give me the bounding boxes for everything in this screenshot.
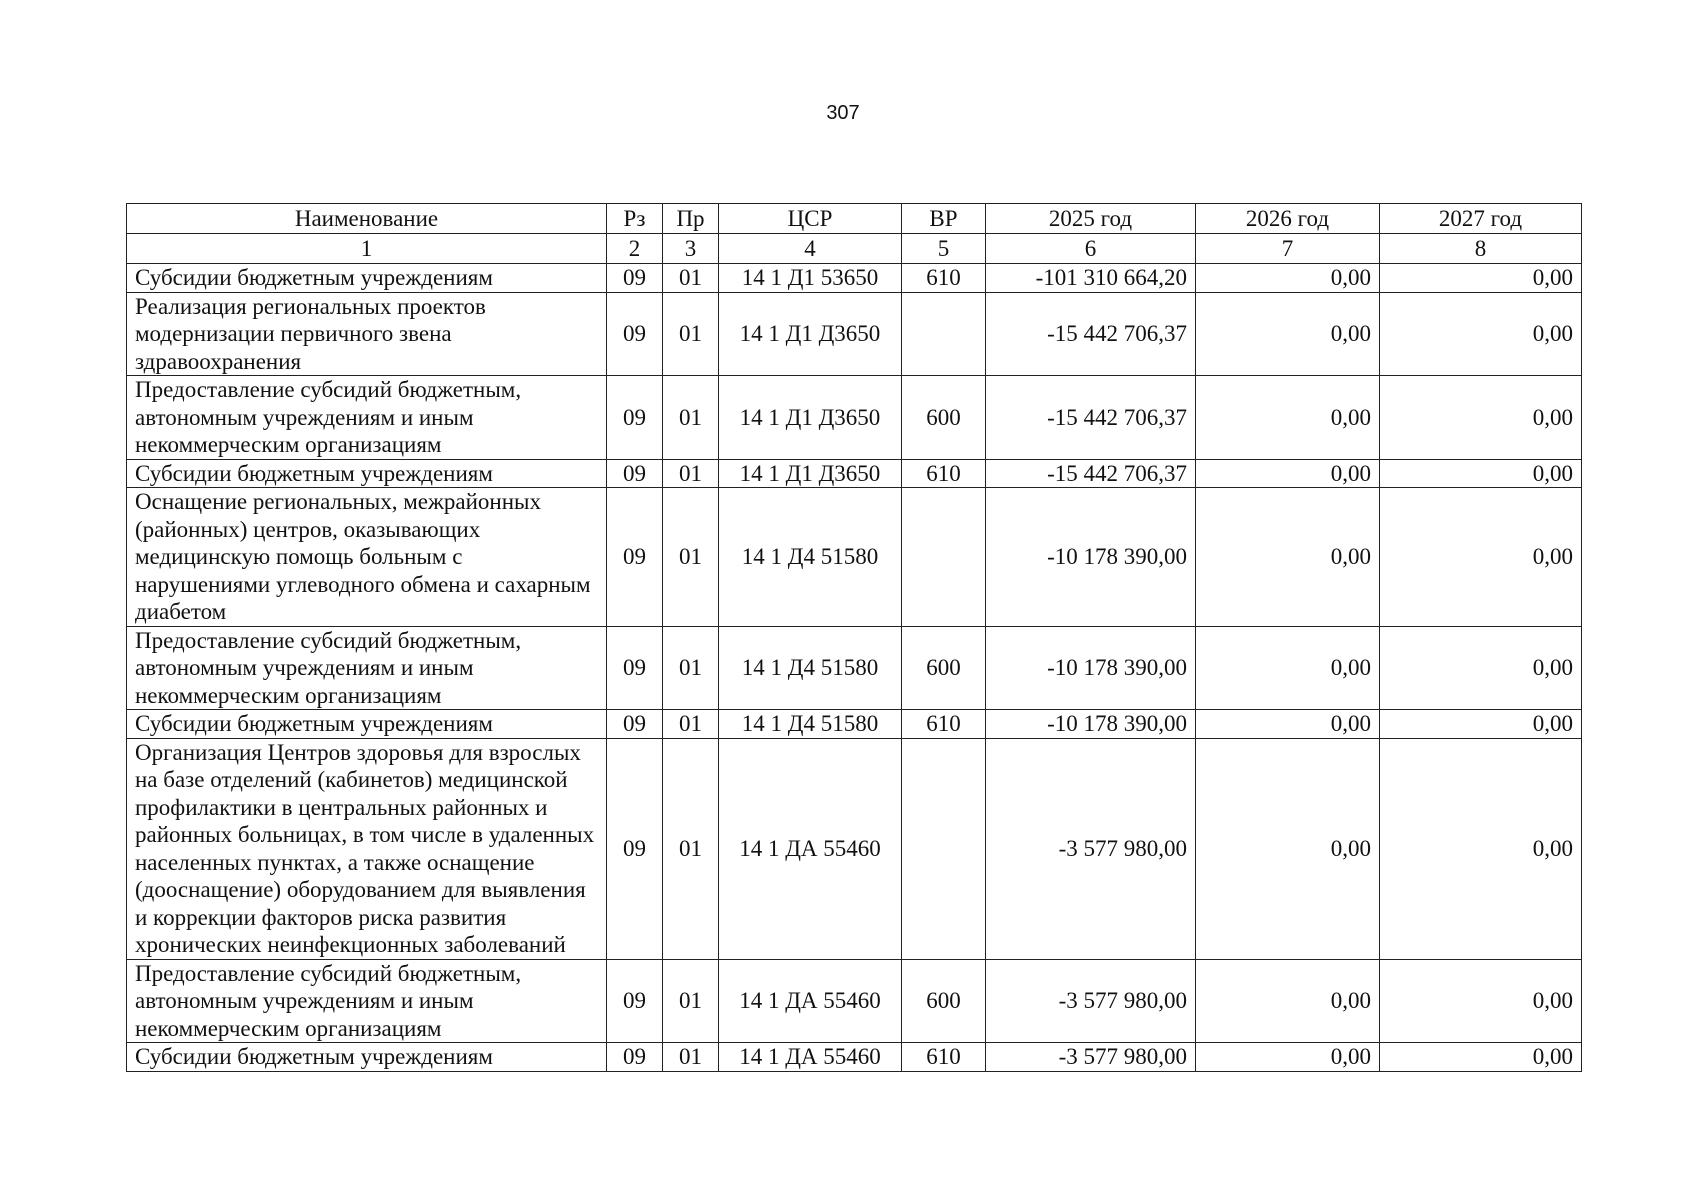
column-number: 5 [902, 234, 986, 264]
row-csr: 14 1 Д1 Д3650 [719, 459, 902, 488]
row-2026: 0,00 [1196, 459, 1380, 488]
row-2026: 0,00 [1196, 488, 1380, 627]
header-csr: ЦСР [719, 204, 902, 234]
header-2026: 2026 год [1196, 204, 1380, 234]
header-2027: 2027 год [1380, 204, 1582, 234]
row-csr: 14 1 Д1 Д3650 [719, 292, 902, 376]
row-rz: 09 [607, 626, 663, 710]
row-vr: 610 [902, 710, 986, 739]
row-pr: 01 [663, 626, 719, 710]
row-name: Субсидии бюджетным учреждениям [127, 264, 607, 293]
row-name: Предоставление субсидий бюджетным, автономным учреждениям и иным некоммерческим организациям [127, 626, 607, 710]
row-2026: 0,00 [1196, 264, 1380, 293]
row-csr: 14 1 ДА 55460 [719, 738, 902, 959]
row-csr: 14 1 Д4 51580 [719, 710, 902, 739]
column-number: 7 [1196, 234, 1380, 264]
row-2026: 0,00 [1196, 710, 1380, 739]
row-2025: -3 577 980,00 [986, 1043, 1196, 1072]
row-2027: 0,00 [1380, 459, 1582, 488]
header-2025: 2025 год [986, 204, 1196, 234]
header-vr: ВР [902, 204, 986, 234]
row-vr: 600 [902, 626, 986, 710]
row-csr: 14 1 Д4 51580 [719, 488, 902, 627]
row-pr: 01 [663, 959, 719, 1043]
row-name: Реализация региональных проектов модернизации первичного звена здравоохранения [127, 292, 607, 376]
row-2027: 0,00 [1380, 626, 1582, 710]
budget-table [126, 203, 1582, 1072]
row-2026: 0,00 [1196, 376, 1380, 460]
row-csr: 14 1 Д4 51580 [719, 626, 902, 710]
row-rz: 09 [607, 1043, 663, 1072]
row-2025: -3 577 980,00 [986, 959, 1196, 1043]
column-number-row [127, 234, 1582, 264]
table-row [127, 292, 1582, 376]
table-row [127, 1043, 1582, 1072]
table-row [127, 738, 1582, 959]
row-2027: 0,00 [1380, 264, 1582, 293]
column-number: 6 [986, 234, 1196, 264]
row-2026: 0,00 [1196, 292, 1380, 376]
table-row [127, 710, 1582, 739]
row-rz: 09 [607, 738, 663, 959]
row-name: Организация Центров здоровья для взрослых на базе отделений (кабинетов) медицинской профилактики в центральных районных и районных больницах, в том числе в удаленных населенных пунктах, а также оснащение (дооснащение) оборудованием для выявления и коррекции факторов риска развития хронических неинфекционных заболеваний [127, 738, 607, 959]
row-pr: 01 [663, 488, 719, 627]
row-pr: 01 [663, 459, 719, 488]
row-vr: 610 [902, 1043, 986, 1072]
row-rz: 09 [607, 488, 663, 627]
row-2025: -10 178 390,00 [986, 626, 1196, 710]
row-vr: 600 [902, 959, 986, 1043]
row-name: Оснащение региональных, межрайонных (районных) центров, оказывающих медицинскую помощь больным с нарушениями углеводного обмена и сахарным диабетом [127, 488, 607, 627]
row-vr: 600 [902, 376, 986, 460]
row-csr: 14 1 Д1 53650 [719, 264, 902, 293]
row-rz: 09 [607, 376, 663, 460]
row-pr: 01 [663, 376, 719, 460]
row-rz: 09 [607, 292, 663, 376]
row-2026: 0,00 [1196, 738, 1380, 959]
row-rz: 09 [607, 264, 663, 293]
row-2027: 0,00 [1380, 488, 1582, 627]
row-pr: 01 [663, 264, 719, 293]
header-rz: Рз [607, 204, 663, 234]
row-2025: -15 442 706,37 [986, 376, 1196, 460]
row-name: Предоставление субсидий бюджетным, автономным учреждениям и иным некоммерческим организациям [127, 959, 607, 1043]
row-rz: 09 [607, 459, 663, 488]
row-vr [902, 738, 986, 959]
row-rz: 09 [607, 959, 663, 1043]
row-pr: 01 [663, 738, 719, 959]
column-number: 3 [663, 234, 719, 264]
row-name: Субсидии бюджетным учреждениям [127, 710, 607, 739]
header-name: Наименование [127, 204, 607, 234]
column-number: 1 [127, 234, 607, 264]
row-2026: 0,00 [1196, 626, 1380, 710]
row-2026: 0,00 [1196, 1043, 1380, 1072]
row-name: Субсидии бюджетным учреждениям [127, 459, 607, 488]
row-2025: -3 577 980,00 [986, 738, 1196, 959]
row-2027: 0,00 [1380, 710, 1582, 739]
row-2025: -15 442 706,37 [986, 459, 1196, 488]
row-vr [902, 292, 986, 376]
row-csr: 14 1 ДА 55460 [719, 1043, 902, 1072]
row-name: Предоставление субсидий бюджетным, автономным учреждениям и иным некоммерческим организациям [127, 376, 607, 460]
table-row [127, 459, 1582, 488]
row-2027: 0,00 [1380, 1043, 1582, 1072]
row-2027: 0,00 [1380, 959, 1582, 1043]
header-row [127, 204, 1582, 234]
row-2027: 0,00 [1380, 738, 1582, 959]
column-number: 4 [719, 234, 902, 264]
row-pr: 01 [663, 1043, 719, 1072]
row-2026: 0,00 [1196, 959, 1380, 1043]
row-vr [902, 488, 986, 627]
row-2025: -10 178 390,00 [986, 710, 1196, 739]
page-number: 307 [826, 102, 860, 124]
row-rz: 09 [607, 710, 663, 739]
row-csr: 14 1 Д1 Д3650 [719, 376, 902, 460]
table-row [127, 264, 1582, 293]
table-row [127, 488, 1582, 627]
row-2025: -101 310 664,20 [986, 264, 1196, 293]
row-name: Субсидии бюджетным учреждениям [127, 1043, 607, 1072]
row-2025: -15 442 706,37 [986, 292, 1196, 376]
row-pr: 01 [663, 710, 719, 739]
row-pr: 01 [663, 292, 719, 376]
table-row [127, 376, 1582, 460]
table-row [127, 959, 1582, 1043]
row-2027: 0,00 [1380, 292, 1582, 376]
row-csr: 14 1 ДА 55460 [719, 959, 902, 1043]
row-vr: 610 [902, 459, 986, 488]
row-vr: 610 [902, 264, 986, 293]
row-2027: 0,00 [1380, 376, 1582, 460]
header-pr: Пр [663, 204, 719, 234]
column-number: 8 [1380, 234, 1582, 264]
column-number: 2 [607, 234, 663, 264]
row-2025: -10 178 390,00 [986, 488, 1196, 627]
table-row [127, 626, 1582, 710]
